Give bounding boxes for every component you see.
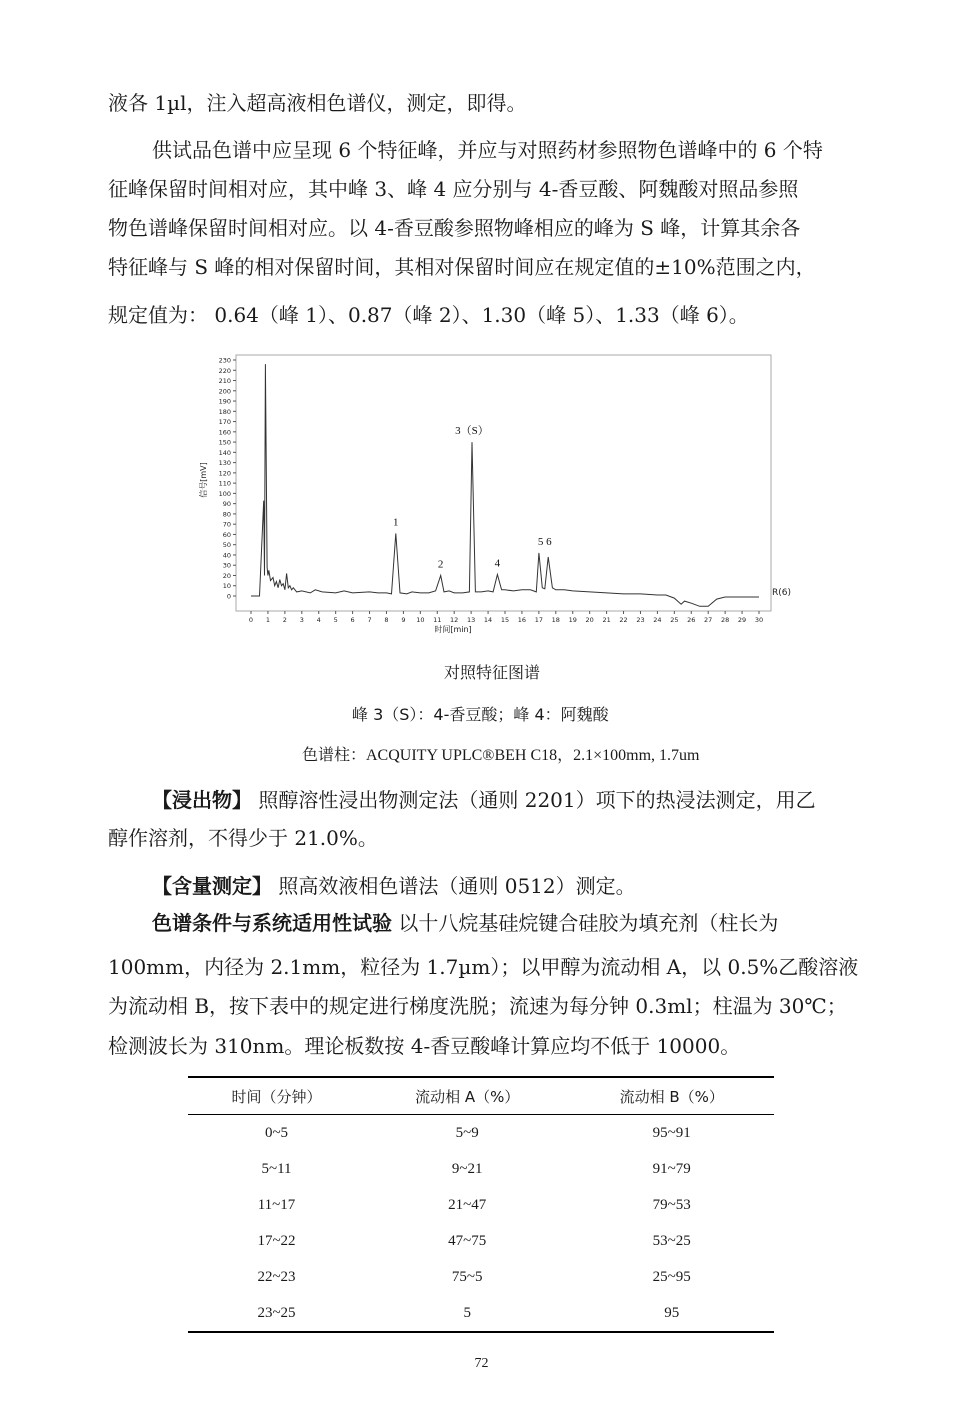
x-tick-label: 27 <box>704 616 713 624</box>
table-row <box>188 1295 774 1332</box>
table-row <box>188 1151 774 1187</box>
page-number: 72 <box>474 1356 489 1371</box>
peak-annotations <box>393 424 552 570</box>
y-tick-label: 10 <box>222 582 231 591</box>
content-line <box>152 872 636 900</box>
trace-label: R(6) <box>772 588 792 598</box>
y-tick-label: 100 <box>218 489 231 498</box>
x-tick-label: 2 <box>282 616 287 624</box>
x-tick-label: 16 <box>517 616 527 624</box>
y-axis-label: 信号[mV] <box>199 462 208 498</box>
y-tick-label: 200 <box>218 387 231 396</box>
table-cell: 47~75 <box>448 1232 487 1249</box>
x-tick-label: 15 <box>500 616 510 624</box>
y-tick-label: 220 <box>218 366 231 375</box>
peak-label: 5 6 <box>537 535 552 548</box>
table-cell: 23~25 <box>188 1295 365 1332</box>
x-tick-label: 8 <box>384 616 389 624</box>
peak-label: 4 <box>494 557 501 570</box>
y-tick-label: 30 <box>222 561 231 570</box>
table-cell: 0~5 <box>264 1124 289 1141</box>
table-cell: 9~21 <box>451 1160 483 1177</box>
conditions-text-1: 以十八烷基硅烷键合硅胶为填充剂（柱长为 <box>398 911 779 935</box>
conditions-line-1 <box>152 909 778 937</box>
para-line-3: 征峰保留时间相对应，其中峰 3、峰 4 应分别与 4-香豆酸、阿魏酸对照品参照 <box>108 177 799 201</box>
x-tick-label: 14 <box>483 616 493 624</box>
y-tick-label: 60 <box>222 530 231 539</box>
y-axis <box>219 357 236 601</box>
plot-frame <box>236 355 771 611</box>
table-row <box>188 1259 774 1295</box>
table-cell: 5~9 <box>455 1124 479 1141</box>
x-tick-label: 1 <box>265 616 271 624</box>
para-line-6: 规定值为： 0.64（峰 1）、0.87（峰 2）、1.30（峰 5）、1.33（峰 6）。 <box>108 303 749 327</box>
table-cell: 95~91 <box>652 1124 691 1141</box>
y-tick-label: 140 <box>218 448 231 457</box>
y-tick-label: 70 <box>222 520 231 529</box>
x-tick-label: 18 <box>551 616 560 624</box>
y-tick-label: 20 <box>222 571 231 580</box>
y-tick-label: 50 <box>222 541 231 550</box>
y-tick-label: 160 <box>218 428 231 437</box>
x-axis-label: 时间[min] <box>434 625 472 634</box>
y-tick-label: 90 <box>222 500 231 509</box>
peak-label: 3（S） <box>455 425 489 438</box>
figure-caption-title: 对照特征图谱 <box>444 663 541 682</box>
table-cell: 95 <box>569 1295 774 1332</box>
y-tick-label: 230 <box>218 356 231 365</box>
table-header-row <box>188 1077 774 1115</box>
x-tick-label: 20 <box>585 616 594 624</box>
extract-line-2: 醇作溶剂，不得少于 21.0%。 <box>108 826 378 850</box>
table-cell: 11~17 <box>257 1196 296 1213</box>
x-tick-label: 9 <box>401 616 406 624</box>
x-tick-label: 6 <box>350 616 355 624</box>
x-tick-label: 0 <box>248 616 254 624</box>
peak-label: 2 <box>437 558 444 571</box>
x-tick-label: 29 <box>737 616 747 624</box>
table-row <box>188 1187 774 1223</box>
x-tick-label: 21 <box>602 616 611 624</box>
table-cell: 91~79 <box>652 1160 691 1177</box>
figure-caption-column: 色谱柱：ACQUITY UPLC®BEH C18，2.1×100mm, 1.7um <box>302 747 700 764</box>
y-tick-label: 130 <box>218 459 231 468</box>
conditions-line-2: 100mm，内径为 2.1mm，粒径为 1.7µm）；以甲醇为流动相 A，以 0.5%乙酸溶液 <box>108 955 859 979</box>
para-line-5: 特征峰与 S 峰的相对保留时间，其相对保留时间应在规定值的±10%范围之内， <box>108 255 816 279</box>
table-header: 时间（分钟） <box>188 1077 365 1115</box>
figure-caption-peaks: 峰 3（S）：4-香豆酸；峰 4：阿魏酸 <box>352 705 609 724</box>
table-cell: 5 <box>365 1295 569 1332</box>
conditions-heading: 色谱条件与系统适用性试验 <box>152 911 392 935</box>
table-cell: 53~25 <box>652 1232 691 1249</box>
y-tick-label: 170 <box>218 418 231 427</box>
x-tick-label: 19 <box>568 616 577 624</box>
y-tick-label: 40 <box>222 551 231 560</box>
x-tick-label: 25 <box>670 616 679 624</box>
content-text: 照高效液相色谱法（通则 0512）测定。 <box>278 874 636 898</box>
x-tick-label: 13 <box>466 616 476 624</box>
y-tick-label: 180 <box>218 407 231 416</box>
x-axis <box>249 611 763 624</box>
table-row <box>188 1115 774 1152</box>
y-tick-label: 190 <box>218 397 231 406</box>
content-heading: 【含量测定】 <box>152 874 272 898</box>
conditions-line-4: 检测波长为 310nm。理论板数按 4-香豆酸峰计算应均不低于 10000。 <box>108 1034 741 1058</box>
x-tick-label: 5 <box>333 616 338 624</box>
para-line-4: 物色谱峰保留时间相对应。以 4-香豆酸参照物峰相应的峰为 S 峰，计算其余各 <box>108 216 801 240</box>
extract-text: 照醇溶性浸出物测定法（通则 2201）项下的热浸法测定，用乙 <box>258 788 816 812</box>
table-cell: 25~95 <box>652 1268 691 1285</box>
x-tick-label: 23 <box>636 616 645 624</box>
x-tick-label: 26 <box>687 616 696 624</box>
table-header: 流动相 A（%） <box>365 1077 569 1115</box>
y-tick-label: 120 <box>218 469 231 478</box>
x-tick-label: 28 <box>720 616 730 624</box>
table-cell: 79~53 <box>652 1196 691 1213</box>
y-tick-label: 80 <box>222 510 231 519</box>
x-tick-label: 4 <box>316 616 321 624</box>
x-tick-label: 30 <box>754 616 764 624</box>
x-tick-label: 3 <box>299 616 304 624</box>
peak-label: 1 <box>393 516 399 529</box>
extract-line <box>152 786 816 814</box>
x-tick-label: 24 <box>653 616 662 624</box>
trace-line <box>251 364 759 606</box>
table-cell: 22~23 <box>257 1268 296 1285</box>
chromatogram-chart <box>196 350 792 640</box>
x-tick-label: 7 <box>367 616 372 624</box>
table-header: 流动相 B（%） <box>569 1077 774 1115</box>
table-cell: 5~11 <box>261 1160 292 1177</box>
table-cell: 17~22 <box>257 1232 296 1249</box>
gradient-table <box>188 1076 774 1333</box>
y-tick-label: 210 <box>218 377 231 386</box>
para-line-2: 供试品色谱中应呈现 6 个特征峰，并应与对照药材参照物色谱峰中的 6 个特 <box>152 138 823 162</box>
para-line-1: 液各 1µl，注入超高液相色谱仪，测定，即得。 <box>108 91 527 115</box>
conditions-line-3: 为流动相 B，按下表中的规定进行梯度洗脱；流速为每分钟 0.3ml；柱温为 30℃； <box>108 994 847 1018</box>
table-row <box>188 1223 774 1259</box>
y-tick-label: 0 <box>226 592 231 601</box>
x-tick-label: 17 <box>534 616 544 624</box>
extract-heading: 【浸出物】 <box>152 788 252 812</box>
x-tick-label: 10 <box>416 616 425 624</box>
y-tick-label: 150 <box>218 438 231 447</box>
x-tick-label: 11 <box>433 616 442 624</box>
table-cell: 75~5 <box>451 1268 483 1285</box>
x-tick-label: 22 <box>619 616 628 624</box>
x-tick-label: 12 <box>450 616 459 624</box>
y-tick-label: 110 <box>218 479 231 488</box>
table-cell: 21~47 <box>448 1196 487 1213</box>
